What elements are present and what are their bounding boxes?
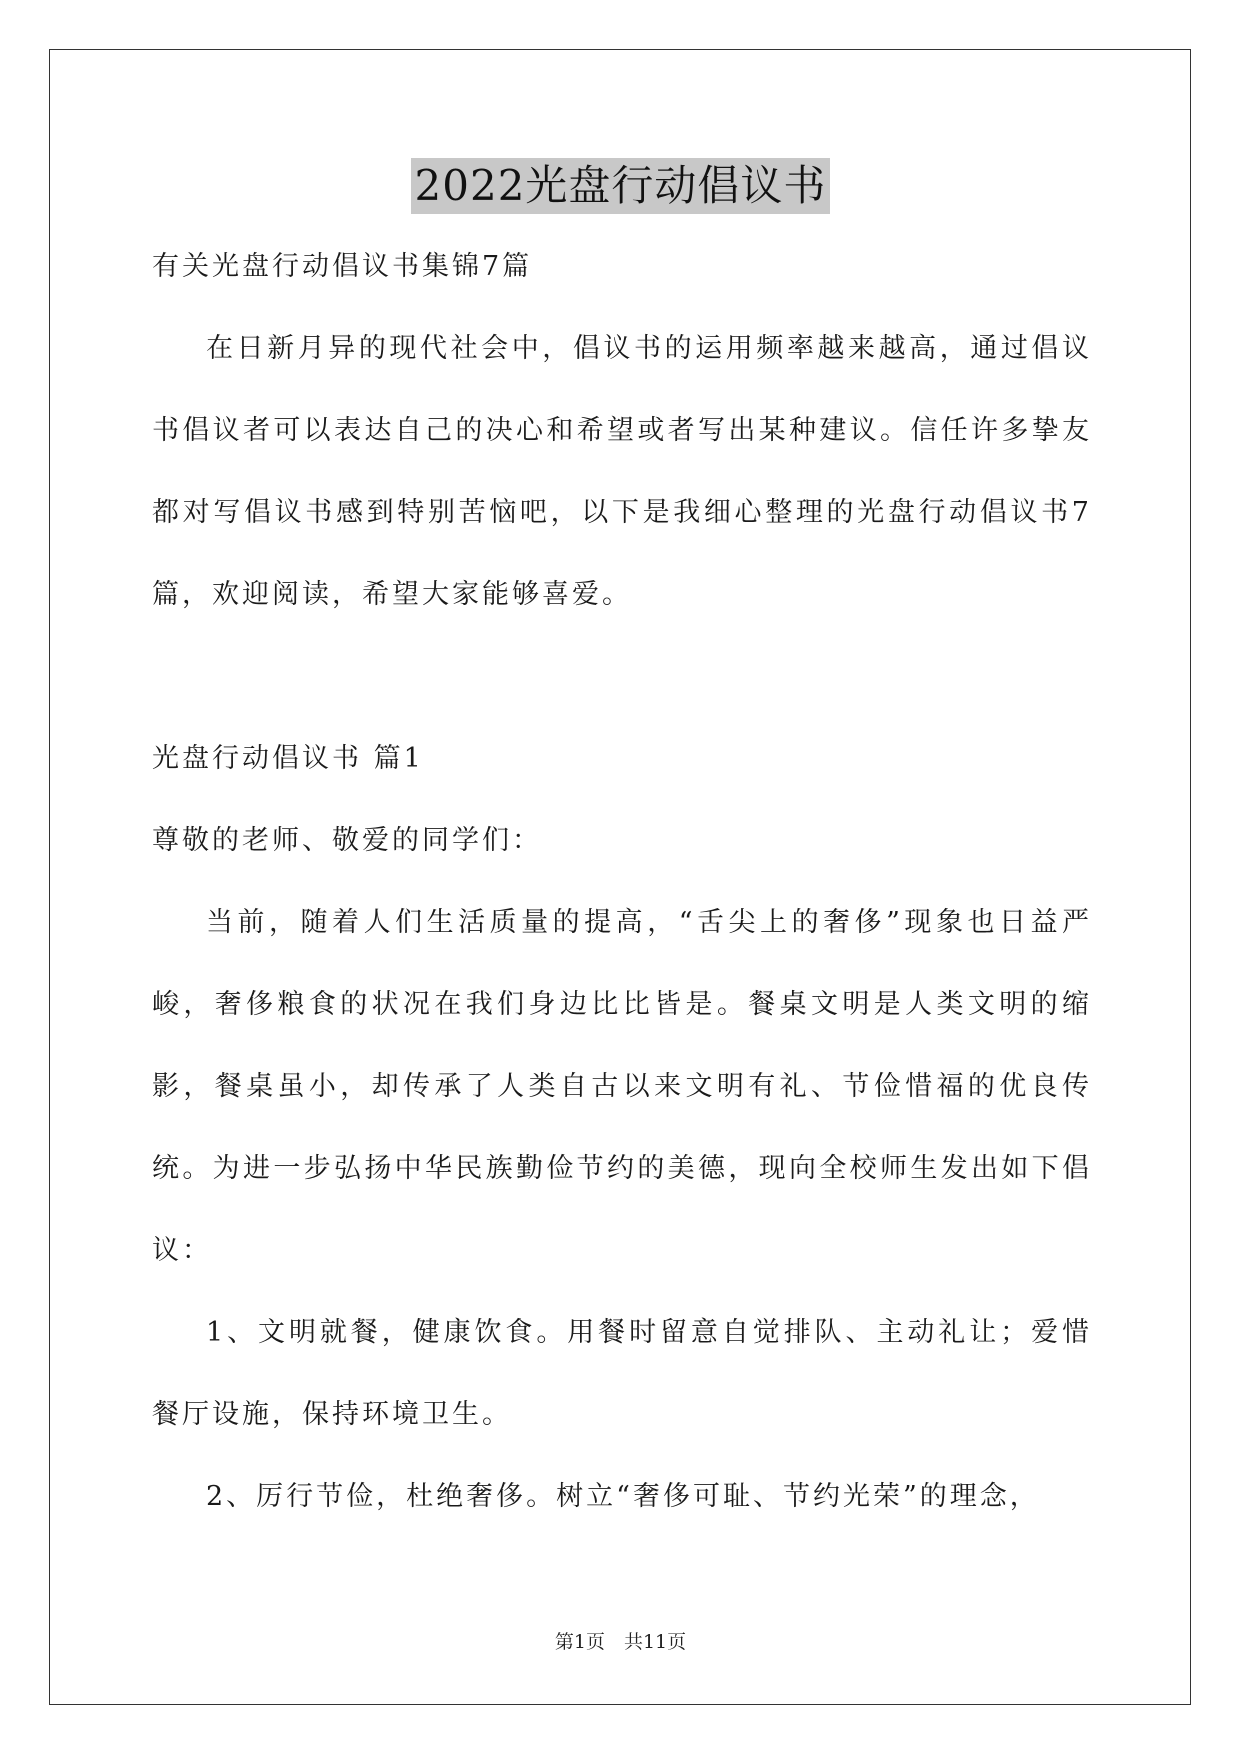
proposal-item-1: 1、文明就餐，健康饮食。用餐时留意自觉排队、主动礼让；爱惜餐厅设施，保持环境卫生。 bbox=[152, 1317, 1092, 1430]
greeting: 尊敬的老师、敬爱的同学们： bbox=[152, 825, 542, 856]
body-paragraph: 当前，随着人们生活质量的提高，“舌尖上的奢侈”现象也日益严峻，奢侈粮食的状况在我们身边比比皆是。餐桌文明是人类文明的缩影，餐桌虽小，却传承了人类自古以来文明有礼、节俭惜福的优良传统。为进一步弘扬中华民族勤俭节约的美德，现向全校师生发出如下倡议： bbox=[152, 907, 1092, 1266]
document-title: 2022光盘行动倡议书 bbox=[411, 158, 831, 214]
document-subtitle: 有关光盘行动倡议书集锦7篇 bbox=[152, 251, 533, 282]
page-number-footer: 第1页 共11页 bbox=[554, 1631, 687, 1653]
intro-paragraph: 在日新月异的现代社会中，倡议书的运用频率越来越高，通过倡议书倡议者可以表达自己的决心和希望或者写出某种建议。信任许多挚友都对写倡议书感到特别苦恼吧，以下是我细心整理的光盘行动倡议书7篇，欢迎阅读，希望大家能够喜爱。 bbox=[152, 333, 1092, 610]
section-heading: 光盘行动倡议书 篇1 bbox=[152, 743, 424, 774]
section-spacer bbox=[152, 636, 1092, 718]
proposal-item-2: 2、厉行节俭，杜绝奢侈。树立“奢侈可耻、节约光荣”的理念， bbox=[206, 1481, 1040, 1512]
document-body bbox=[152, 226, 1092, 1538]
title-container bbox=[0, 158, 1241, 214]
